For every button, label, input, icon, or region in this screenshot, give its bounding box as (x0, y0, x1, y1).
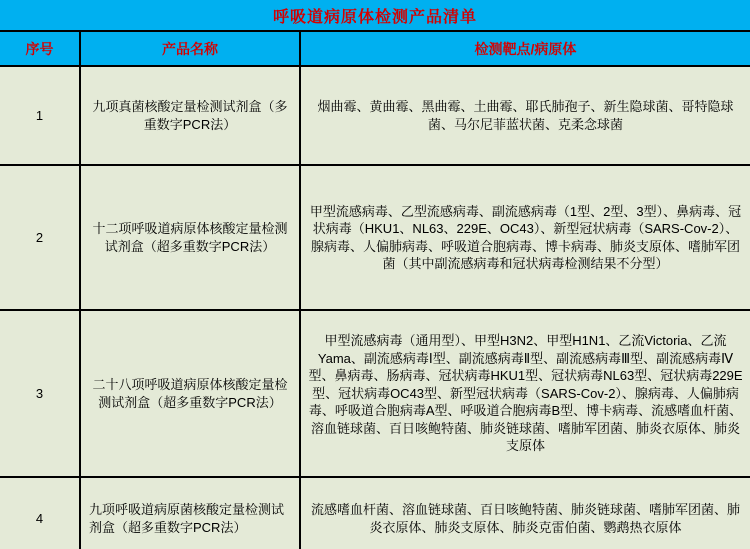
header-cell-targets: 检测靶点/病原体 (300, 31, 750, 66)
table-row (0, 165, 750, 310)
table-row (0, 477, 750, 549)
cell-product-name: 九项真菌核酸定量检测试剂盒（多重数字PCR法） (80, 66, 300, 165)
header-row (0, 31, 750, 66)
cell-product-name: 十二项呼吸道病原体核酸定量检测试剂盒（超多重数字PCR法） (80, 165, 300, 310)
cell-no: 2 (0, 165, 80, 310)
table-row (0, 66, 750, 165)
cell-no: 1 (0, 66, 80, 165)
cell-targets: 甲型流感病毒（通用型）、甲型H3N2、甲型H1N1、乙流Victoria、乙流Yama、副流感病毒Ⅰ型、副流感病毒Ⅱ型、副流感病毒Ⅲ型、副流感病毒Ⅳ型、鼻病毒、肠病毒、冠状病毒HKU1型、冠状病毒NL63型、冠状病毒229E型、冠状病毒OC43型、新型冠状病毒（SARS-Cov-2）、腺病毒、人偏肺病毒、呼吸道合胞病毒A型、呼吸道合胞病毒B型、博卡病毒、流感嗜血杆菌、溶血链球菌、百日咳鲍特菌、肺炎链球菌、嗜肺军团菌、肺炎衣原体、肺炎支原体 (300, 310, 750, 477)
table-row (0, 310, 750, 477)
header-cell-name: 产品名称 (80, 31, 300, 66)
title-bar (0, 0, 750, 30)
table-body (0, 66, 750, 549)
cell-targets: 烟曲霉、黄曲霉、黑曲霉、土曲霉、耶氏肺孢子、新生隐球菌、哥特隐球菌、马尔尼菲蓝状菌、克柔念球菌 (300, 66, 750, 165)
cell-no: 3 (0, 310, 80, 477)
cell-targets: 流感嗜血杆菌、溶血链球菌、百日咳鲍特菌、肺炎链球菌、嗜肺军团菌、肺炎衣原体、肺炎支原体、肺炎克雷伯菌、鹦鹉热衣原体 (300, 477, 750, 549)
cell-product-name: 九项呼吸道病原菌核酸定量检测试剂盒（超多重数字PCR法） (80, 477, 300, 549)
cell-product-name: 二十八项呼吸道病原体核酸定量检测试剂盒（超多重数字PCR法） (80, 310, 300, 477)
cell-no: 4 (0, 477, 80, 549)
product-table (0, 30, 750, 549)
table-header (0, 31, 750, 66)
cell-targets: 甲型流感病毒、乙型流感病毒、副流感病毒（1型、2型、3型）、鼻病毒、冠状病毒（HKU1、NL63、229E、OC43）、新型冠状病毒（SARS-Cov-2）、腺病毒、人偏肺病毒、呼吸道合胞病毒、博卡病毒、肺炎支原体、嗜肺军团菌（其中副流感病毒和冠状病毒检测结果不分型） (300, 165, 750, 310)
header-cell-no: 序号 (0, 31, 80, 66)
page-title: 呼吸道病原体检测产品清单 (272, 8, 477, 26)
